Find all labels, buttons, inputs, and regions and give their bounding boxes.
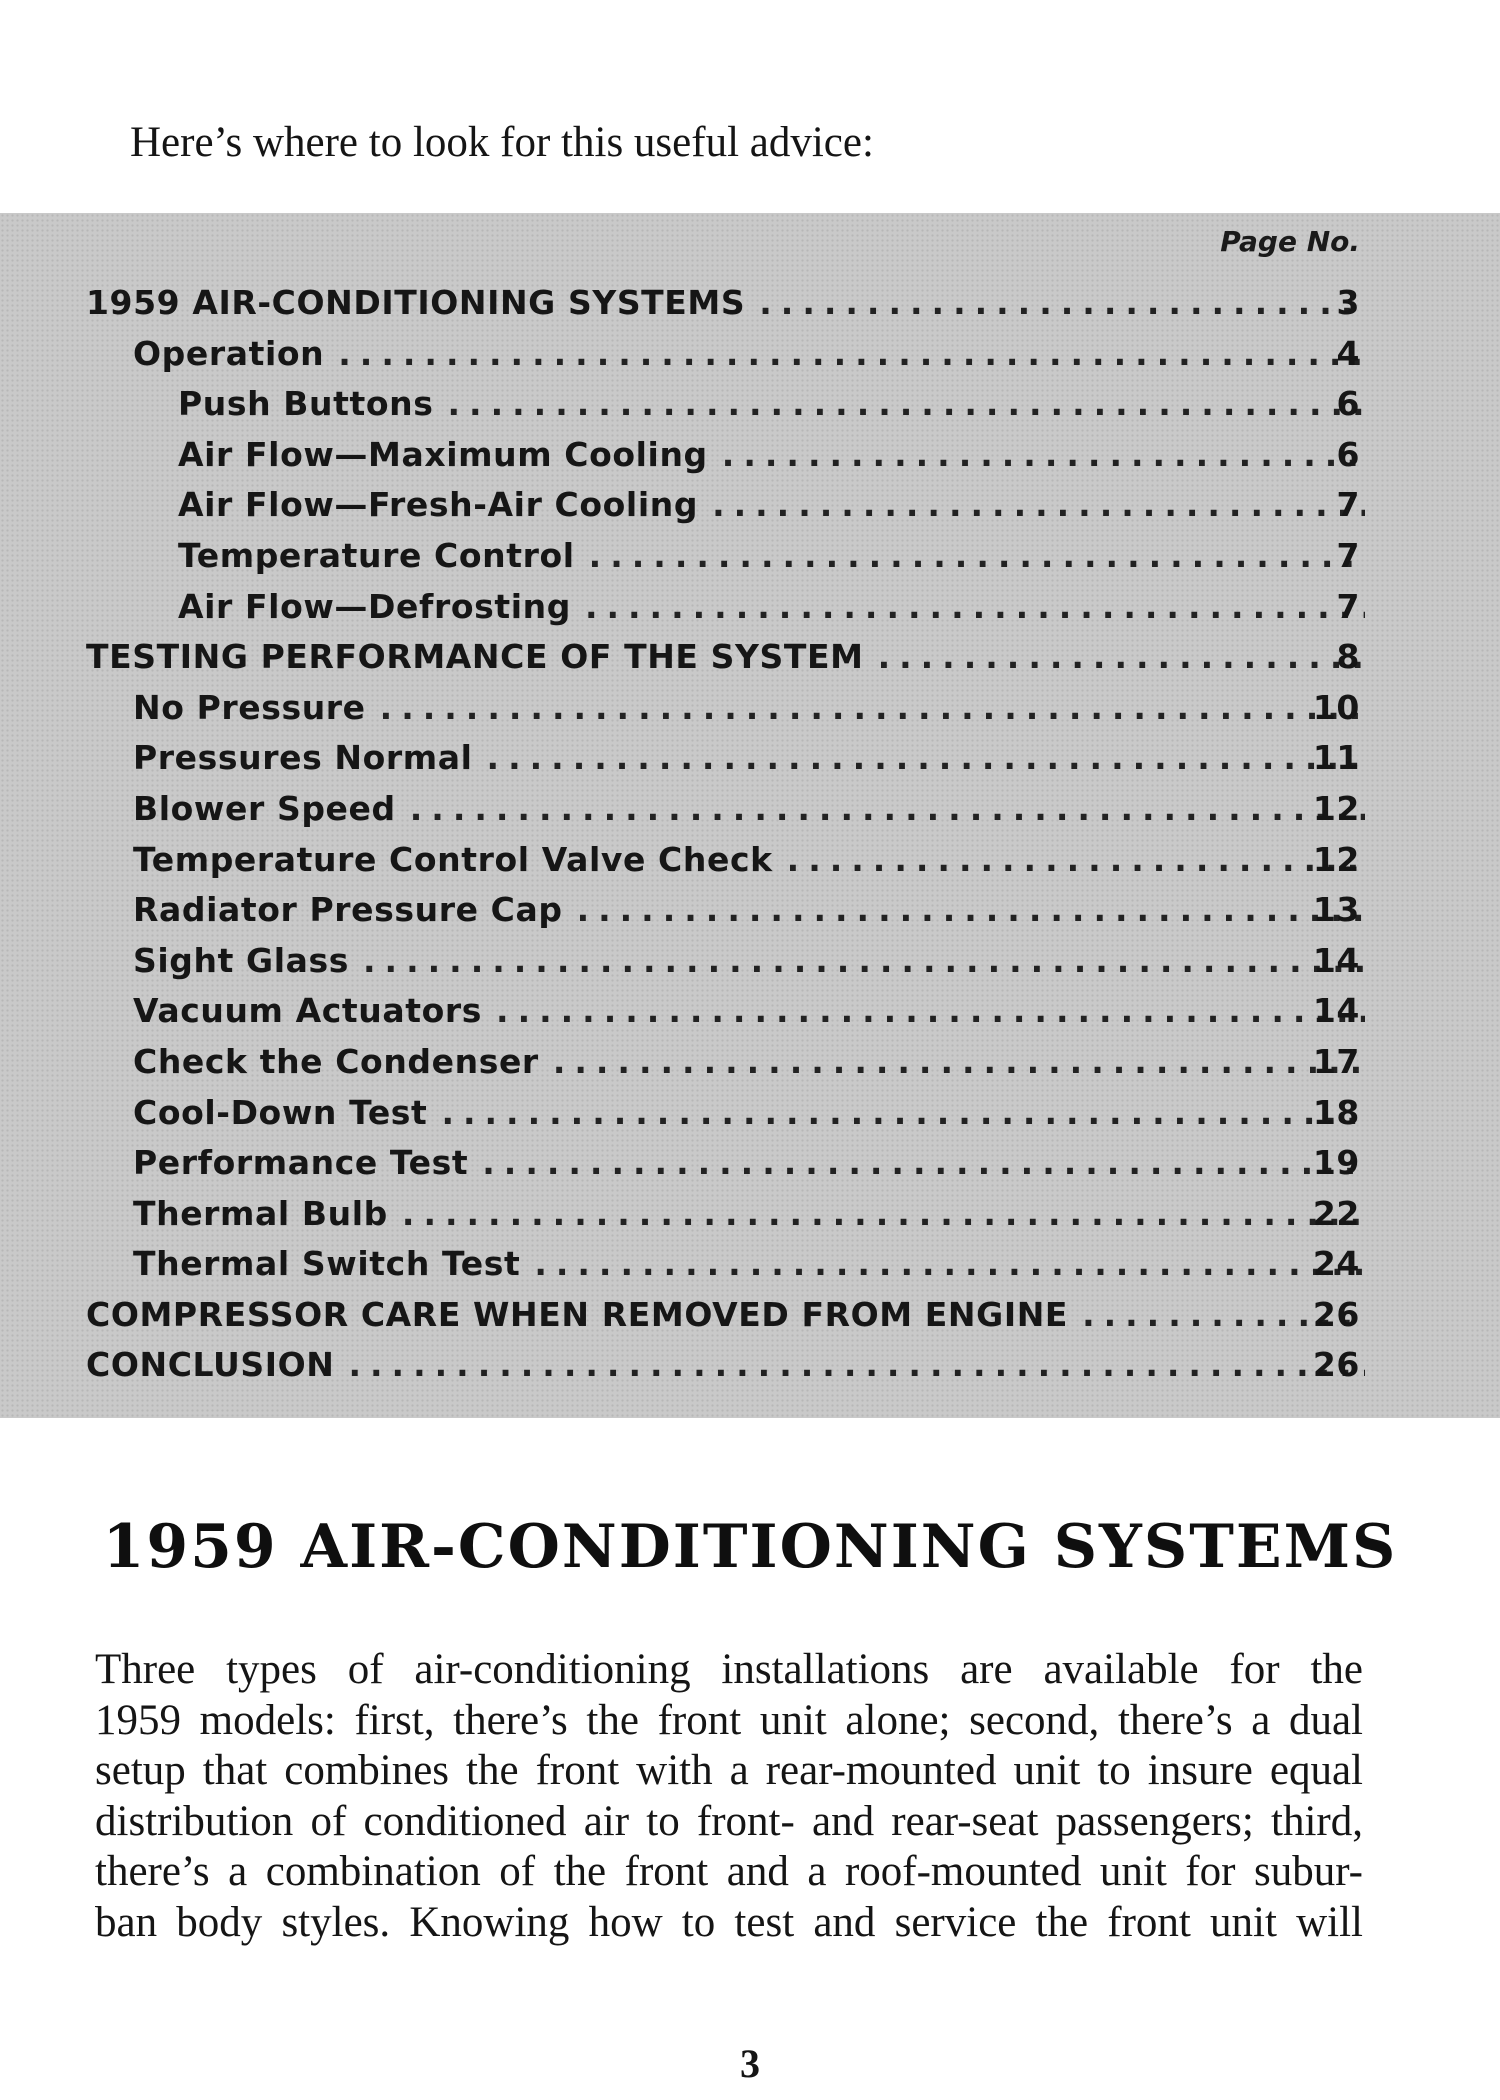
toc-entry xyxy=(0,637,1500,688)
toc-entry-page-number: 26 xyxy=(1312,1345,1360,1385)
body-text-line: 1959 models: first, there’s the front unit alone; second, there’s a dual xyxy=(95,1696,1363,1744)
toc-dot-leader xyxy=(722,435,1365,474)
toc-entry-title: Vacuum Actuators xyxy=(133,991,483,1031)
toc-entry-page-number: 26 xyxy=(1312,1294,1360,1334)
toc-entry xyxy=(0,1042,1500,1093)
toc-entry xyxy=(0,435,1500,486)
toc-entry-leader xyxy=(86,637,1365,676)
toc-entry xyxy=(0,890,1500,941)
toc-entry-page-number: 6 xyxy=(1336,384,1360,424)
toc-entry-title: Air Flow—Fresh-Air Cooling xyxy=(178,485,699,525)
toc-entry-leader xyxy=(86,1345,1365,1384)
toc-dot-leader xyxy=(410,789,1365,828)
toc-dot-leader xyxy=(338,334,1365,373)
toc-entry-page-number: 11 xyxy=(1312,738,1360,778)
toc-dot-leader xyxy=(553,1042,1365,1081)
toc-entry-leader xyxy=(178,435,1365,474)
toc-entry xyxy=(0,1345,1500,1396)
toc-entry-page-number: 14 xyxy=(1312,940,1360,980)
toc-entry-title: Thermal Bulb xyxy=(133,1193,388,1233)
toc-entry-leader xyxy=(133,840,1365,879)
toc-entry xyxy=(0,587,1500,638)
toc-entry xyxy=(0,1143,1500,1194)
toc-entry-title: Push Buttons xyxy=(178,384,434,424)
toc-entry-page-number: 14 xyxy=(1312,991,1360,1031)
toc-entry-page-number: 7 xyxy=(1336,485,1360,525)
toc-entry-title: CONCLUSION xyxy=(86,1345,335,1385)
toc-entry xyxy=(0,738,1500,789)
toc-entry-title: COMPRESSOR CARE WHEN REMOVED FROM ENGINE xyxy=(86,1294,1069,1334)
toc-entry xyxy=(0,840,1500,891)
toc-list xyxy=(0,283,1500,1396)
toc-entry-page-number: 13 xyxy=(1312,890,1360,930)
toc-dot-leader xyxy=(759,283,1365,322)
toc-entry-leader xyxy=(133,991,1365,1030)
toc-entry xyxy=(0,789,1500,840)
toc-entry xyxy=(0,941,1500,992)
toc-dot-leader xyxy=(487,738,1365,777)
toc-entry-leader xyxy=(133,738,1365,777)
table-of-contents xyxy=(0,213,1500,1418)
toc-entry-title: Check the Condenser xyxy=(133,1041,539,1081)
toc-entry-leader xyxy=(133,789,1365,828)
toc-dot-leader xyxy=(577,890,1365,929)
toc-dot-leader xyxy=(448,384,1365,423)
toc-entry-page-number: 7 xyxy=(1336,586,1360,626)
toc-entry-title: Blower Speed xyxy=(133,788,396,828)
toc-entry-page-number: 10 xyxy=(1312,687,1360,727)
toc-entry-page-number: 3 xyxy=(1336,283,1360,322)
toc-entry xyxy=(0,1295,1500,1346)
toc-entry-page-number: 12 xyxy=(1312,839,1360,879)
toc-dot-leader xyxy=(348,1345,1365,1384)
toc-entry-title: Radiator Pressure Cap xyxy=(133,890,563,930)
toc-dot-leader xyxy=(534,1244,1365,1283)
toc-dot-leader xyxy=(380,688,1365,727)
toc-entry-page-number: 22 xyxy=(1312,1193,1360,1233)
toc-entry-leader xyxy=(178,536,1365,575)
body-text-line: there’s a combination of the front and a roof-mounted unit for subur- xyxy=(95,1848,1363,1895)
toc-entry-leader xyxy=(133,890,1365,929)
toc-entry-title: Cool-Down Test xyxy=(133,1092,428,1132)
toc-entry-leader xyxy=(86,283,1365,322)
body-text-line: Three types of air-conditioning installations are available for the xyxy=(95,1646,1363,1693)
toc-entry-leader xyxy=(133,334,1365,373)
toc-dot-leader xyxy=(787,840,1365,879)
toc-entry-page-number: 12 xyxy=(1312,788,1360,828)
toc-entry xyxy=(0,485,1500,536)
toc-dot-leader xyxy=(441,1093,1365,1132)
toc-entry-title: Operation xyxy=(133,333,325,373)
toc-entry-title: Air Flow—Maximum Cooling xyxy=(178,434,708,474)
toc-entry-page-number: 7 xyxy=(1336,535,1360,575)
body-text-line: distribution of conditioned air to front- and rear-seat passengers; third, xyxy=(95,1797,1363,1845)
toc-entry-title: Sight Glass xyxy=(133,940,350,980)
toc-entry-leader xyxy=(86,1295,1365,1334)
toc-entry xyxy=(0,283,1500,334)
intro-text: Here’s where to look for this useful advice: xyxy=(130,119,874,166)
toc-entry xyxy=(0,688,1500,739)
toc-entry-leader xyxy=(178,384,1365,423)
section-heading: 1959 AIR-CONDITIONING SYSTEMS xyxy=(102,1512,1398,1582)
toc-entry xyxy=(0,991,1500,1042)
toc-dot-leader xyxy=(589,536,1365,575)
toc-entry-page-number: 17 xyxy=(1312,1041,1360,1081)
toc-dot-leader xyxy=(496,991,1365,1030)
toc-entry-leader xyxy=(133,1143,1365,1182)
toc-entry-leader xyxy=(133,688,1365,727)
toc-entry-leader xyxy=(133,1244,1365,1283)
toc-entry-leader xyxy=(133,1194,1365,1233)
toc-entry-leader xyxy=(133,1042,1365,1081)
toc-entry-title: Air Flow—Defrosting xyxy=(178,586,571,626)
toc-dot-leader xyxy=(402,1194,1365,1233)
toc-entry xyxy=(0,1093,1500,1144)
toc-dot-leader xyxy=(712,485,1365,524)
toc-entry xyxy=(0,1244,1500,1295)
toc-entry-page-number: 4 xyxy=(1336,333,1360,373)
toc-entry-title: Temperature Control Valve Check xyxy=(133,839,773,879)
toc-entry-page-number: 8 xyxy=(1336,637,1360,677)
toc-entry-title: Temperature Control xyxy=(178,535,575,575)
toc-dot-leader xyxy=(363,941,1365,980)
toc-entry xyxy=(0,384,1500,435)
toc-entry xyxy=(0,536,1500,587)
body-text-line: ban body styles. Knowing how to test and service the front unit will xyxy=(95,1898,1363,1946)
toc-entry-title: Pressures Normal xyxy=(133,738,473,778)
section-body-paragraph xyxy=(95,1645,1363,1948)
page-number-column-header: Page No. xyxy=(1220,225,1360,258)
toc-entry-title: 1959 AIR-CONDITIONING SYSTEMS xyxy=(86,283,746,322)
toc-entry-leader xyxy=(178,485,1365,524)
toc-entry-title: Thermal Switch Test xyxy=(133,1244,521,1284)
toc-entry-leader xyxy=(133,941,1365,980)
toc-entry-leader xyxy=(133,1093,1365,1132)
toc-entry xyxy=(0,1194,1500,1245)
toc-entry xyxy=(0,334,1500,385)
toc-entry-title: Performance Test xyxy=(133,1143,469,1183)
toc-entry-page-number: 6 xyxy=(1336,434,1360,474)
toc-dot-leader xyxy=(585,587,1365,626)
toc-entry-page-number: 24 xyxy=(1312,1244,1360,1284)
page-number: 3 xyxy=(740,2041,760,2086)
toc-entry-page-number: 18 xyxy=(1312,1092,1360,1132)
toc-entry-title: TESTING PERFORMANCE OF THE SYSTEM xyxy=(86,637,864,677)
body-text-line: setup that combines the front with a rear-mounted unit to insure equal xyxy=(95,1747,1363,1794)
toc-entry-leader xyxy=(178,587,1365,626)
toc-entry-page-number: 19 xyxy=(1312,1143,1360,1183)
toc-dot-leader xyxy=(482,1143,1365,1182)
toc-entry-title: No Pressure xyxy=(133,687,366,727)
